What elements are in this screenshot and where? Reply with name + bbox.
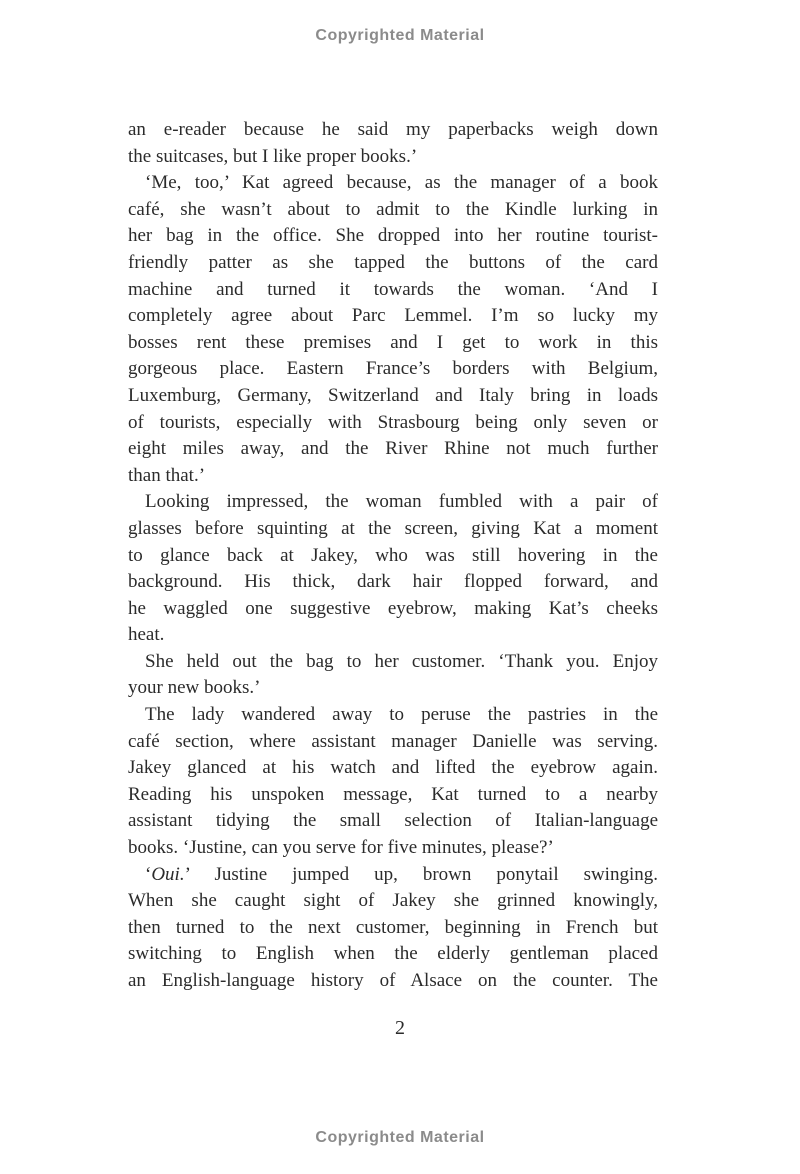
text-run: than that.’: [128, 464, 206, 486]
page-number: 2: [395, 1017, 405, 1039]
text-run: café, she wasn’t about to admit to the Kindle lurking in: [128, 198, 658, 220]
text-run: ’ Justine jumped up, brown ponytail swinging.: [184, 863, 658, 885]
text-line: [128, 277, 658, 304]
text-run: ‘Me, too,’ Kat agreed because, as the manager of a book: [145, 172, 658, 194]
page-text: [128, 117, 658, 995]
text-line: [128, 941, 658, 968]
italic-word: Oui.: [151, 863, 185, 885]
text-run: an English-language history of Alsace on the counter. The: [128, 970, 658, 991]
text-run: he waggled one suggestive eyebrow, making Kat’s cheeks: [128, 597, 658, 619]
text-run: the suitcases, but I like proper books.’: [128, 145, 418, 167]
text-line: [128, 569, 658, 596]
text-run: Luxemburg, Germany, Switzerland and Italy bring in loads: [128, 384, 658, 406]
text-line: [128, 888, 658, 915]
copyright-notice-bottom: Copyrighted Material: [315, 1129, 485, 1146]
text-run: your new books.’: [128, 677, 261, 699]
text-line: [128, 543, 658, 570]
text-line: [128, 223, 658, 250]
text-line: [128, 117, 658, 144]
text-line: [128, 675, 658, 702]
text-line: [128, 436, 658, 463]
text-line: [128, 622, 658, 649]
text-line: [128, 729, 658, 756]
text-run: completely agree about Parc Lemmel. I’m so lucky my: [128, 305, 658, 327]
text-line: [128, 782, 658, 809]
text-run: Jakey glanced at his watch and lifted the eyebrow again.: [128, 757, 658, 779]
text-line: [128, 835, 658, 862]
text-run: machine and turned it towards the woman. ‘And I: [128, 278, 658, 300]
text-run: of tourists, especially with Strasbourg being only seven or: [128, 411, 658, 433]
text-line: [128, 303, 658, 330]
text-line: [128, 649, 658, 676]
text-line: [128, 755, 658, 782]
text-line: [128, 144, 658, 171]
text-run: background. His thick, dark hair flopped forward, and: [128, 571, 658, 593]
text-run: Reading his unspoken message, Kat turned to a nearby: [128, 783, 658, 805]
text-line: [128, 410, 658, 437]
text-line: [128, 596, 658, 623]
text-run: books. ‘Justine, can you serve for five minutes, please?’: [128, 837, 554, 859]
text-run: to glance back at Jakey, who was still hovering in the: [128, 544, 658, 566]
text-line: [128, 968, 658, 995]
text-line: [128, 383, 658, 410]
text-run: The lady wandered away to peruse the pastries in the: [145, 704, 658, 726]
text-run: then turned to the next customer, beginning in French but: [128, 916, 658, 938]
text-run: café section, where assistant manager Danielle was serving.: [128, 730, 658, 752]
text-line: [128, 862, 658, 889]
text-run: glasses before squinting at the screen, giving Kat a moment: [128, 517, 658, 539]
text-run: gorgeous place. Eastern France’s borders with Belgium,: [128, 358, 658, 380]
text-line: [128, 330, 658, 357]
text-run: her bag in the office. She dropped into her routine tourist-: [128, 225, 658, 247]
text-line: [128, 250, 658, 277]
text-run: eight miles away, and the River Rhine not much further: [128, 438, 658, 460]
text-line: [128, 489, 658, 516]
text-line: [128, 808, 658, 835]
text-run: friendly patter as she tapped the buttons of the card: [128, 251, 658, 273]
text-run: assistant tidying the small selection of Italian-language: [128, 810, 658, 832]
text-run: an e-reader because he said my paperbacks weigh down: [128, 119, 658, 140]
text-run: ‘: [145, 863, 152, 885]
text-line: [128, 915, 658, 942]
text-line: [128, 197, 658, 224]
text-run: She held out the bag to her customer. ‘Thank you. Enjoy: [145, 650, 658, 672]
text-run: heat.: [128, 624, 165, 646]
text-line: [128, 170, 658, 197]
copyright-notice-top: Copyrighted Material: [315, 27, 485, 44]
text-run: switching to English when the elderly gentleman placed: [128, 943, 658, 965]
text-run: When she caught sight of Jakey she grinned knowingly,: [128, 890, 658, 912]
text-line: [128, 702, 658, 729]
text-line: [128, 516, 658, 543]
text-line: [128, 356, 658, 383]
text-run: Looking impressed, the woman fumbled with a pair of: [145, 491, 658, 513]
text-line: [128, 463, 658, 490]
text-run: bosses rent these premises and I get to work in this: [128, 331, 658, 353]
